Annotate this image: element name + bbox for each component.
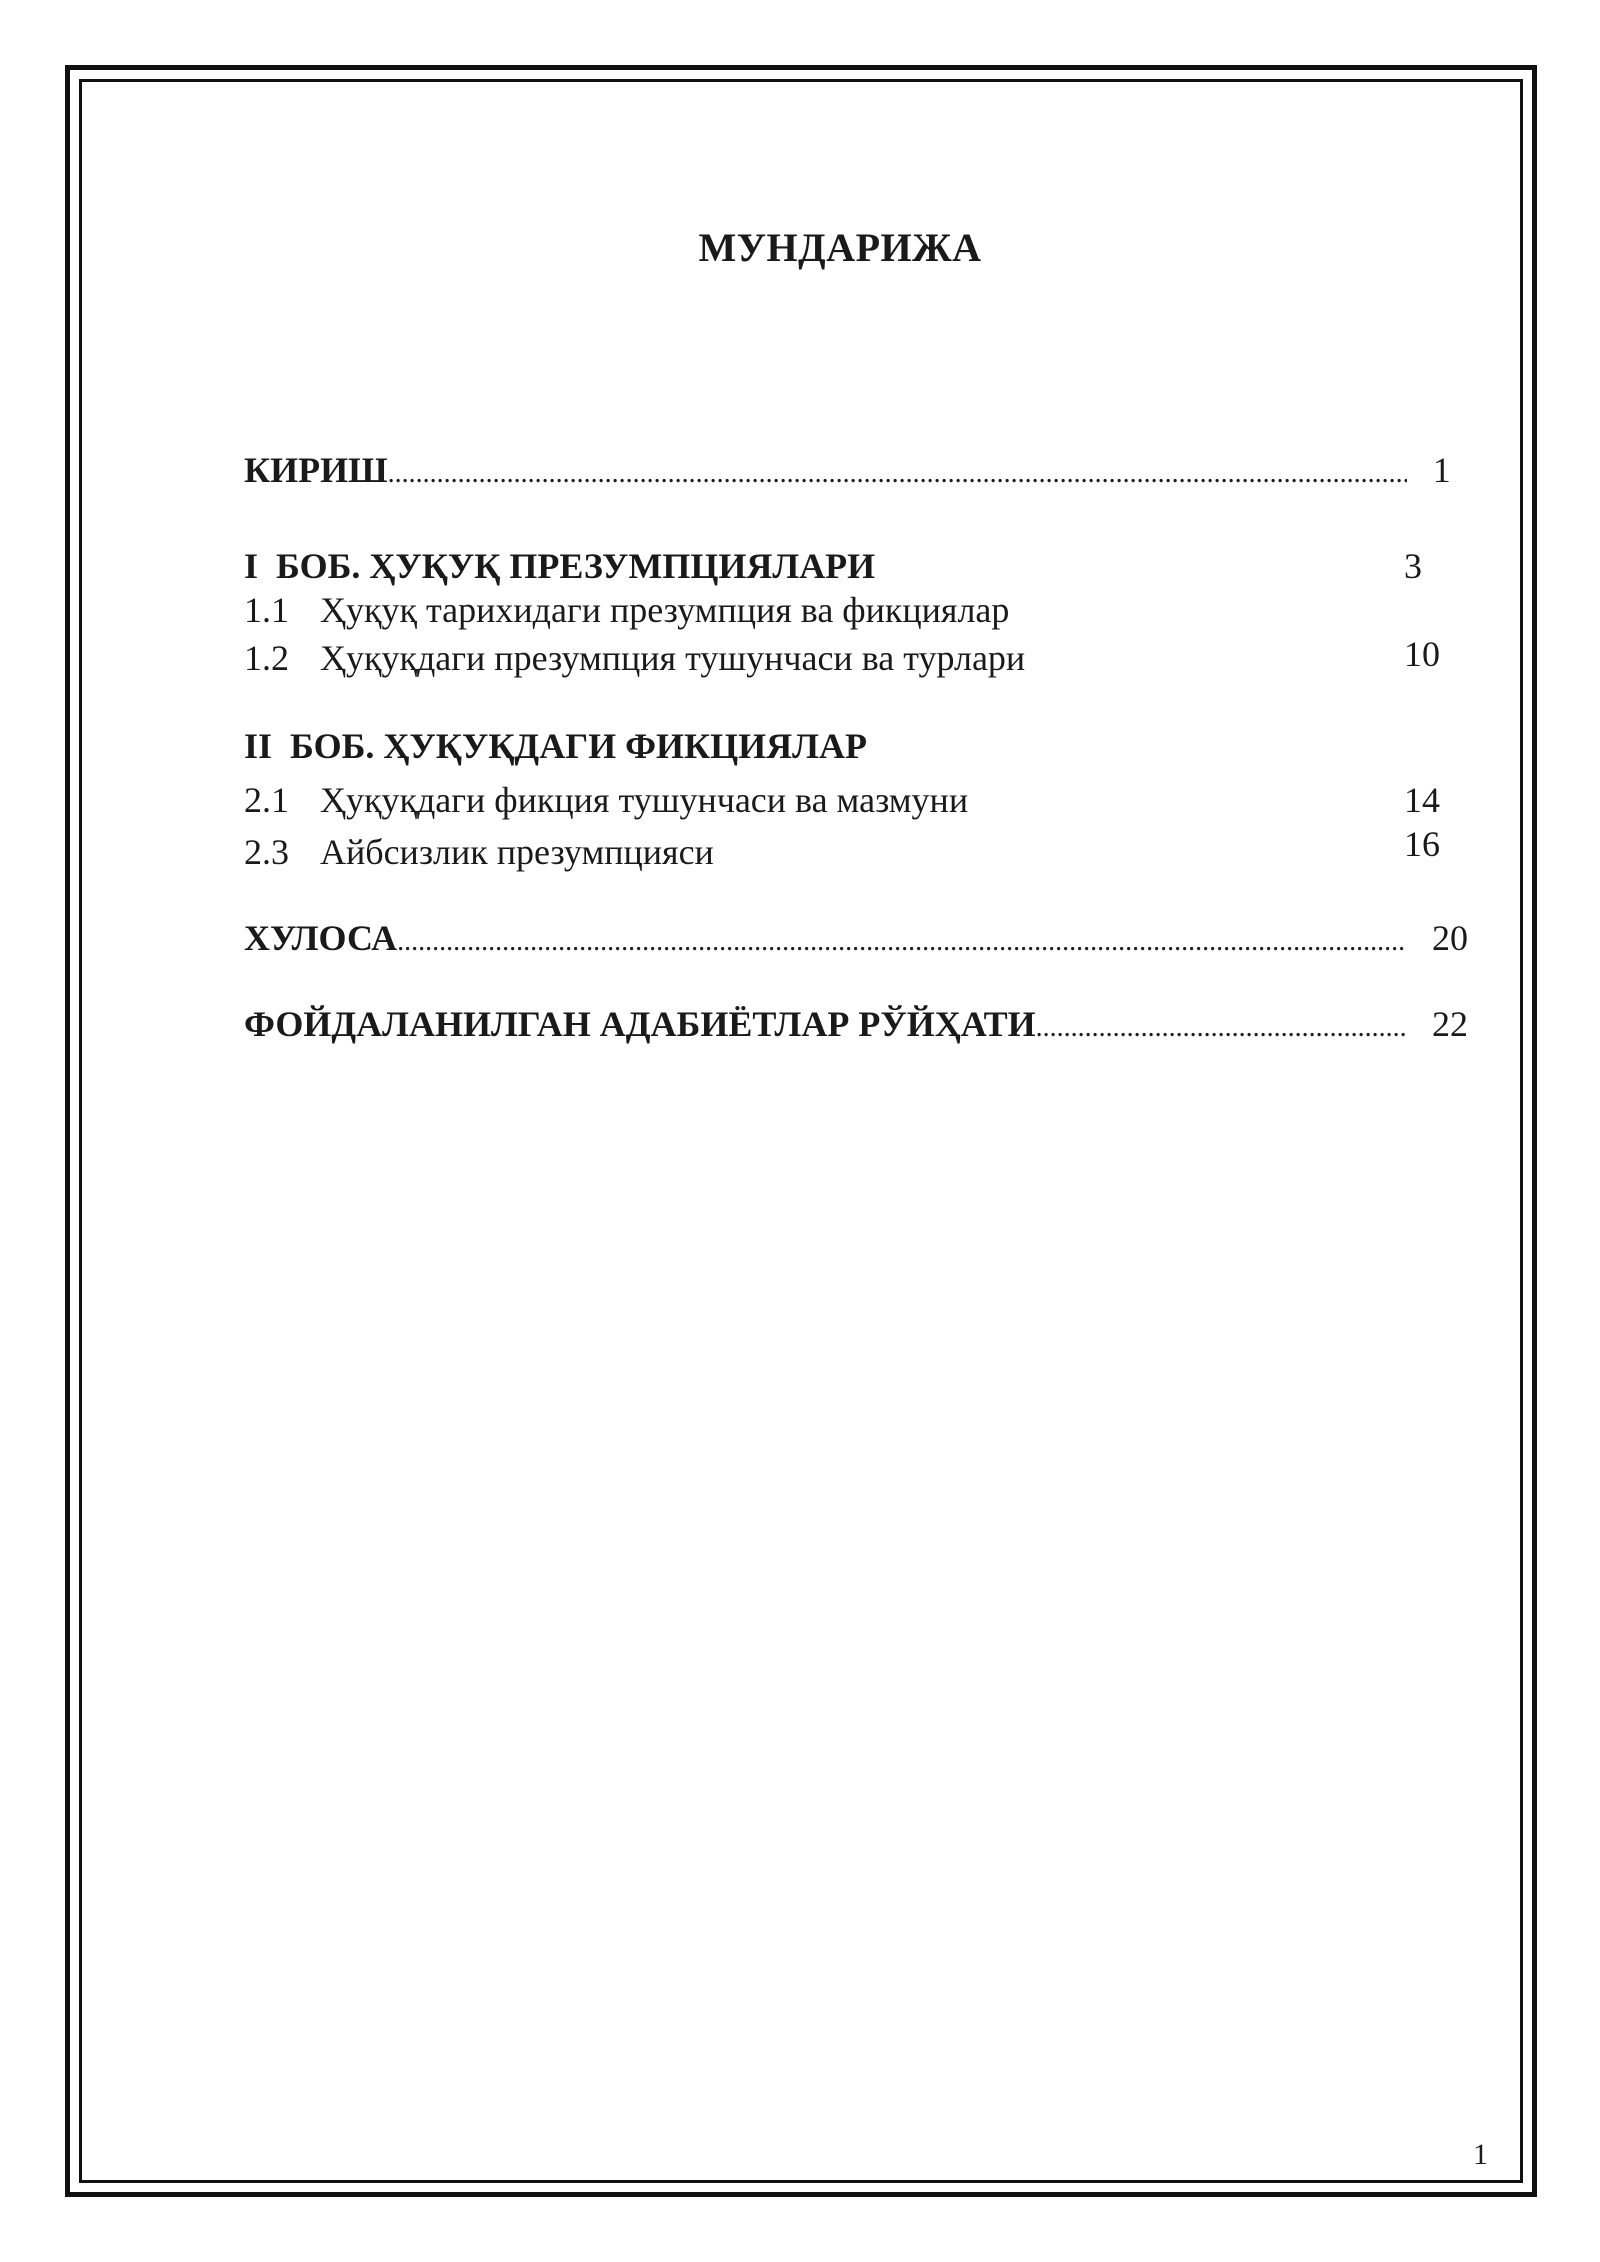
toc-entry-label: Айбсизлик презумпцияси bbox=[320, 832, 714, 872]
toc-section-number: 2.1 bbox=[244, 780, 289, 820]
toc-entry-label: II БОБ. ҲУҚУҚДАГИ ФИКЦИЯЛАР bbox=[244, 726, 867, 766]
toc-entry-chapter-1[interactable] bbox=[244, 544, 1468, 588]
dot-leader bbox=[397, 920, 1406, 964]
toc-section-number: 2.3 bbox=[244, 832, 289, 872]
toc-entry-section-2-3[interactable] bbox=[244, 824, 1468, 874]
toc-entry-label: ХУЛОСА bbox=[244, 918, 398, 958]
toc-entry-references[interactable] bbox=[244, 1002, 1468, 1046]
toc-entry-label: Ҳуқуқдаги презумпция тушунчаси ва турлари bbox=[320, 638, 1026, 678]
toc-page-number: 14 bbox=[1404, 780, 1440, 820]
toc-entry-label: КИРИШ bbox=[244, 450, 388, 490]
toc-entry-label: I БОБ. ҲУҚУҚ ПРЕЗУМПЦИЯЛАРИ bbox=[244, 546, 876, 586]
toc-section-number: 1.2 bbox=[244, 638, 289, 678]
toc-entry-chapter-2[interactable] bbox=[244, 724, 1468, 768]
toc-entry-section-2-1[interactable] bbox=[244, 778, 1468, 822]
toc-entry-conclusion[interactable] bbox=[244, 916, 1468, 960]
page-number: 1 bbox=[1473, 2138, 1488, 2171]
dot-leader bbox=[388, 452, 1407, 496]
toc-entry-label: ФОЙДАЛАНИЛГАН АДАБИЁТЛАР РЎЙҲАТИ bbox=[244, 1004, 1036, 1044]
toc-title: МУНДАРИЖА bbox=[698, 225, 982, 270]
toc-section-number: 1.1 bbox=[244, 590, 289, 630]
toc-entry-label: Ҳуқуқ тарихидаги презумпция ва фикциялар bbox=[320, 590, 1010, 630]
toc-entry-section-1-1[interactable] bbox=[244, 588, 1468, 632]
page-border-inner bbox=[79, 79, 1523, 2183]
toc-page-number: 20 bbox=[1432, 918, 1468, 958]
toc-entry-intro[interactable] bbox=[244, 448, 1468, 492]
toc-page-number: 22 bbox=[1432, 1004, 1468, 1044]
dot-leader bbox=[1036, 1006, 1406, 1050]
toc-page-number: 16 bbox=[1404, 824, 1440, 864]
toc-page-number: 3 bbox=[1404, 546, 1422, 586]
toc-page-number: 1 bbox=[1432, 450, 1451, 490]
toc-entry-label: Ҳуқуқдаги фикция тушунчаси ва мазмуни bbox=[320, 780, 969, 820]
toc-entry-section-1-2[interactable] bbox=[244, 636, 1468, 680]
toc-page-number: 10 bbox=[1404, 634, 1440, 674]
